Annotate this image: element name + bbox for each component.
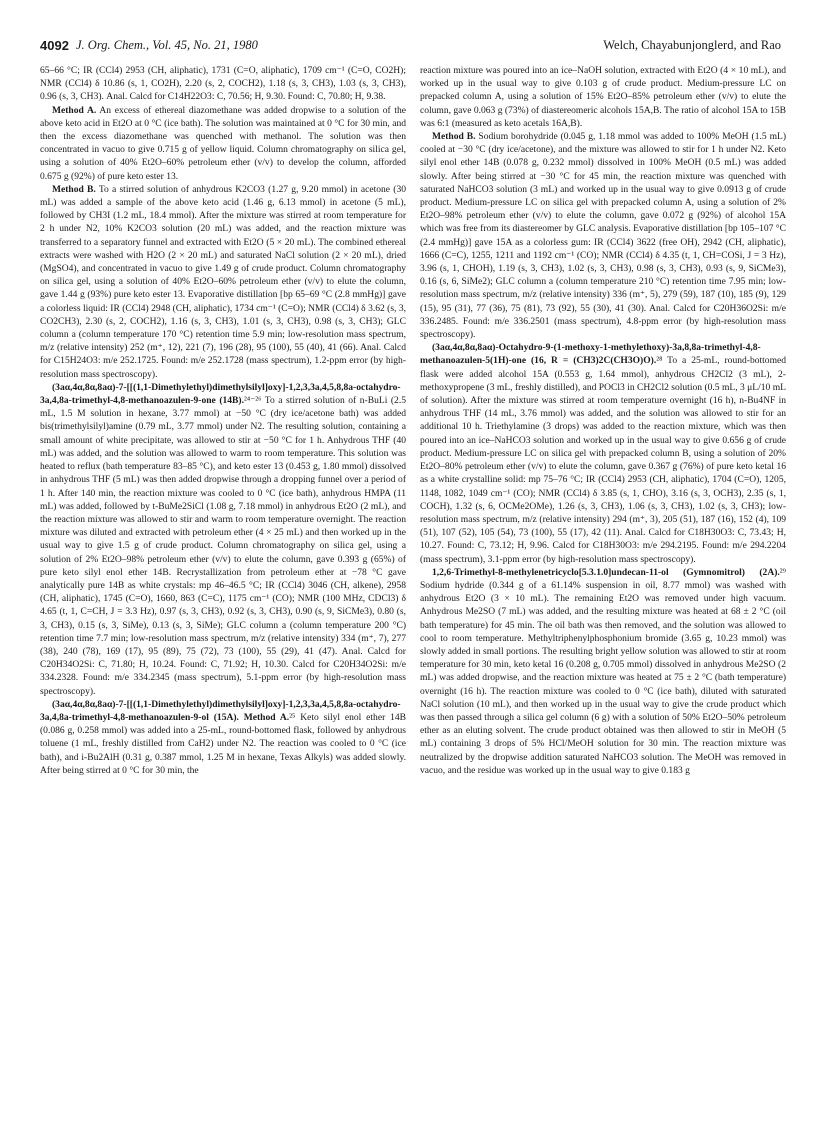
paragraph-lead: (3aα,4α,8α,8aα)-7-[[(1,1-Dimethylethyl)dimethylsilyl]oxy]-1,2,3,3a,4,5,8,8a-octahydro-3a,4,8a-trimethyl-4,8-methanoazulen-9-ol (15A). Method A. xyxy=(40,698,401,723)
paragraph xyxy=(40,104,406,183)
paragraph-lead: (3aα,4α,8α,8aα)-Octahydro-9-(1-methoxy-1-methylethoxy)-3a,8,8a-trimethyl-4,8-methanoazulen-5(1H)-one (16, R = (CH3)2C(CH3O)O). xyxy=(420,342,761,367)
left-column xyxy=(40,64,406,1124)
paragraph xyxy=(420,64,786,130)
paragraph-lead: (3aα,4α,8α,8aα)-7-[[(1,1-Dimethylethyl)dimethylsilyl]oxy]-1,2,3,3a,4,5,8,8a-octahydro-3a,4,8a-trimethyl-4,8-methanoazulen-9-one (14B). xyxy=(40,381,401,407)
paragraph-lead: Method B. xyxy=(432,131,476,143)
paragraph-lead: 1,2,6-Trimethyl-8-methylenetricyclo[5.3.1.0]undecan-11-ol (Gymnomitrol) (2A). xyxy=(432,566,780,578)
paragraph-lead: Method B. xyxy=(52,183,96,195)
paragraph xyxy=(420,130,786,341)
paragraph-text: 65–66 °C; IR (CCl4) 2953 (CH, aliphatic), 1731 (C=O, aliphatic), 1709 cm⁻¹ (C=O, CO2H); NMR (CCl4) δ 10.86 (s, 1, CO2H), 2.20 (s, 2, COCH2), 1.18 (s, 3, CH3), 1.03 (s, 3, CH3), 0.96 (s, 3, CH3). Anal. Calcd for C14H22O3: C, 70.56; H, 9.30. Found: C, 70.80; H, 9.38. xyxy=(40,65,406,103)
paragraph-lead: Method A. xyxy=(52,104,97,116)
paragraph-text: reaction mixture was poured into an ice–NaOH solution, extracted with Et2O (4 × 10 mL), and worked up in the usual way to give 0.103 g of crude product. Medium-pressure LC on prepacked column A, using a solution of 15% Et2O–85% petroleum ether (v/v) to elute the column, gave 0.063 g (73%) of diastereomeric alcohols 15A,B. The ratio of alcohol 15A to 15B was 6:1 (measured as keto acetals 16A,B). xyxy=(420,65,786,129)
page-header xyxy=(40,38,781,58)
paragraph xyxy=(40,64,406,104)
journal-citation: J. Org. Chem., Vol. 45, No. 21, 1980 xyxy=(76,38,258,52)
paragraph xyxy=(420,341,786,565)
page-number: 4092 xyxy=(40,38,69,53)
paragraph-text: Sodium borohydride (0.045 g, 1.18 mmol was added to 100% MeOH (1.5 mL) cooled at −30 °C (dry ice/acetone), and the mixture was allowed to stir for 1 h under N2. Keto silyl enol ether 14B (0.078 g, 0.232 mmol) dissolved in 100% MeOH (0.5 mL) was added slowly. After being stirred at −30 °C for 45 min, the reaction mixture was quenched with saturated NaHCO3 solution (3 mL) and worked up in the usual way to give 0.0913 g of crude product. Medium-pressure LC on silica gel with prepacked column A, using a solution of 2% Et2O–98% petroleum ether (v/v) to elute the column, gave 0.072 g (92%) of alcohol 15A which was free from its diastereomer by GLC analysis. Evaporative distillation [bp 105–107 °C (2.4 mmHg)] gave 15A as a colorless gum: IR (CCl4) 3622 (free OH), 2942 (CH, aliphatic), 1666 (C=C), 1255, 1211 and 1192 cm⁻¹ (CO); NMR (CCl4) δ 4.35 (t, 1, CH=COSi, J = 3 Hz), 3.96 (s, 1, CHOH), 1.19 (s, 3, CH3), 1.02 (s, 3, CH3), 0.98 (s, 3, CH3), 0.93 (s, 9, SiCMe3), 0.16 (s, 6, SiMe2); GLC column a (column temperature 210 °C) retention time 7.95 min; low-resolution mass spectrum, m/z (relative intensity) 336 (m⁺, 5), 279 (59), 187 (10), 185 (9), 129 (15), 95 (31), 77 (36), 75 (81), 73 (92), 55 (30), 41 (30). Anal. Calcd for C20H36O2Si: m/e 336.2485. Found: m/e 336.2501 (mass spectrum), 4.8-ppm error (by high-resolution mass spectroscopy). xyxy=(420,131,786,341)
paragraph-text: ²⁹ Sodium hydride (0.344 g of a 61.14% suspension in oil, 8.77 mmol) was washed with anhydrous Et2O (3 × 10 mL). The remaining Et2O was removed under high vacuum. Anhydrous Me2SO (7 mL) was added, and the resulting mixture was heated at 68 ± 2 °C (oil bath temperature) for 45 min. The oil bath was then removed, and the solution was allowed to cool to room temperature. Methyltriphenylphosphonium bromide (3.65 g, 10.23 mmol) was slowly added in small portions. The resulting bright yellow solution was allowed to stir at room temperature for 30 min, keto ketal 16 (0.208 g, 0.705 mmol) dissolved in anhydrous Me2SO (2 mL) was added dropwise, and the reaction mixture was heated at 75 ± 2 °C (bath temperature) overnight (16 h). The reaction mixture was cooled to 0 °C (ice bath), diluted with saturated NaCl solution (10 mL), and then worked up in the usual way to give the crude product which was then passed through a silica gel column (6 g) with a solution of 50% Et2O–50% petroleum ether as an eluting solvent. The crude product obtained was then allowed to stir in MeOH (5 mL) containing 3 drops of 5% HCl/MeOH solution for 30 min. The reaction mixture was neutralized by the dropwise addition saturated NaHCO3 solution. The MeOH was removed in vacuo, and the residue was worked up in the usual way to give 0.183 g xyxy=(420,566,786,776)
paragraph-text: An excess of ethereal diazomethane was added dropwise to a solution of the above keto acid in Et2O at 0 °C (ice bath). The solution was maintained at 0 °C for 30 min, and then the excess diazomethane was quenched with methanol. The solution was then concentrated in vacuo to give 0.715 g of yellow liquid. Column chromatography on silica gel, using a solution of 40% Et2O–60% petroleum ether (v/v) to develop the column, afforded 0.675 g (92%) of pure keto ester 13. xyxy=(40,104,406,182)
right-column xyxy=(420,64,786,1124)
paragraph xyxy=(40,698,406,777)
paragraph-text: ²⁸ To a 25-mL, round-bottomed flask were added alcohol 15A (0.553 g, 1.64 mmol), anhydrous CH2Cl2 (3 mL), 2-methoxypropene (3 mL, freshly distilled), and POCl3 in CH2Cl2 solution (0.5 mL, 3 μL/10 mL of solution). After the mixture was stirred at room temperature overnight (16 h), n-Bu4NF in anhydrous THF (14 mL, 3.76 mmol) was added, and the solution was allowed to stir for an additional 10 h. Triethylamine (3 drops) was added to the reaction mixture, which was then poured into an ice–NaHCO3 solution and worked up in the usual way to give 0.656 g of crude product. Medium-pressure LC on silica gel with prepacked column B, using a solution of 20% Et2O–80% petroleum ether (v/v) to elute the column, gave 0.367 g (76%) of pure keto ketal 16 as a white crystalline solid: mp 75–76 °C; IR (CCl4) 2953 (CH, aliphatic), 1704 (C=O), 1205, 1148, 1082, 1049 cm⁻¹ (CO); NMR (CCl4) δ 3.85 (s, 1, CHO), 3.16 (s, 3, OCH3), 2.35 (s, 1, COCH), 1.32 (s, 6, OCMe2OMe), 1.26 (s, 3, CH3), 1.06 (s, 3, CH3), 1.02 (s, 3, CH3); low-resolution mass spectrum, m/z (relative intensity) 294 (m⁺, 3), 205 (51), 187 (16), 152 (4), 109 (51), 107 (52), 105 (54), 73 (100), 55 (17), 42 (11). Anal. Calcd for C18H30O3: C, 73.43; H, 10.27. Found: C, 73.12; H, 9.96. Calcd for C18H30O3: m/e 294.2195. Found: m/e 294.2204 (mass spectrum), 3.1-ppm error (by high-resolution mass spectroscopy). xyxy=(420,355,786,565)
paragraph-text: ²⁴⁻²⁶ To a stirred solution of n-BuLi (2.5 mL, 1.5 M solution in hexane, 3.77 mmol) at −50 °C (dry ice/acetone bath) was added bis(trimethylsilyl)amine (0.79 mL, 3.77 mmol) under N2. The resulting solution, containing a small amount of white precipitate, was allowed to stir at −50 °C for 1 h. Anhydrous THF (40 mL) was added, and the solution was allowed to warm to room temperature. This solution was heated to reflux (bath temperature 83–85 °C), and keto ester 13 (0.453 g, 1.80 mmol) dissolved in anhydrous THF (5 mL) was then added dropwise through a dropping funnel over a period of 1 h. After 140 min, the reaction mixture was cooled to 0 °C (ice bath), anhydrous HMPA (11 mL) was added, followed by t-BuMe2SiCl (1.08 g, 7.18 mmol) in anhydrous Et2O (2 mL), and the reaction mixture was allowed to stir and warm to room temperature overnight. The reaction mixture was diluted and extracted with petroleum ether (4 × 25 mL) and then worked up in the usual way to give 1.5 g of crude product. Column chromatography on silica gel, using a solution of 2% Et2O–98% petroleum ether (v/v) to elute the column, gave 0.393 g (65%) of pure keto silyl enol ether 14B. Recrystallization from petroleum ether at −78 °C gave analytically pure 14B as white crystals: mp 46–46.5 °C; IR (CCl4) 3046 (CH, alkene), 2958 (CH, aliphatic), 1745 (C=O), 1660, 863 (C=C), 1175 cm⁻¹ (CO); NMR (100 MHz, CDCl3) δ 4.65 (t, 1, C=CH, J = 3.3 Hz), 0.97 (s, 3, CH3), 0.92 (s, 3, CH3), 0.90 (s, 9, SiCMe3), 0.80 (s, 3, CH3), 0.15 (s, 3, SiMe), 0.13 (s, 3, SiMe); GLC column a (column temperature 200 °C) retention time 7.7 min; low-resolution mass spectrum, m/z (relative intensity) 334 (m⁺, 7), 277 (38), 240 (78), 169 (17), 95 (89), 75 (72), 73 (100), 55 (29), 41 (47). Anal. Calcd for C20H34O2Si: C, 71.80; H, 10.24. Found: C, 71.92; H, 10.30. Calcd for C20H34O2Si: m/e 334.2328. Found: m/e 334.2345 (mass spectrum), 5.1-ppm error (by high-resolution mass spectroscopy). xyxy=(40,395,406,697)
paragraph xyxy=(40,381,406,698)
paragraph xyxy=(40,183,406,381)
paragraph-text: ²⁵ Keto silyl enol ether 14B (0.086 g, 0.258 mmol) was added into a 25-mL, round-bottomed flask, followed by anhydrous toluene (1 mL, freshly distilled from CaH2) under N2. The reaction was cooled to 0 °C (ice bath), and i-Bu2AlH (0.31 g, 0.387 mmol, 1.25 M in hexane, Texas Alkyls) was added slowly. After being stirred at 0 °C for 30 min, the xyxy=(40,711,406,776)
running-authors: Welch, Chayabunjonglerd, and Rao xyxy=(603,38,781,52)
paragraph-text: To a stirred solution of anhydrous K2CO3 (1.27 g, 9.20 mmol) in acetone (30 mL) was added a sample of the above keto acid (1.46 g, 6.13 mmol) in acetone (5 mL), followed by CH3I (1.2 mL, 18.4 mmol). After the mixture was stirred at room temperature for 2 h under N2, 10% K2CO3 solution (20 mL) was added, and the reaction mixture was transferred to a separatory funnel and extracted with Et2O (5 × 20 mL). The combined ethereal extracts were washed with H2O (2 × 20 mL) and saturated NaCl solution (2 × 20 mL), dried (MgSO4), and concentrated in vacuo to give 1.49 g of crude product. Column chromatography on silica gel, using a solution of 40% Et2O–60% petroleum ether (v/v) to elute the column, gave 1.44 g (93%) pure keto ester 13. Evaporative distillation [bp 65–69 °C (2.8 mmHg)] gave a colorless liquid: IR (CCl4) 2948 (CH, aliphatic), 1734 cm⁻¹ (C=O); NMR (CCl4) δ 3.62 (s, 3, CO2CH3), 2.30 (s, 2, COCH2), 1.16 (s, 3, CH3), 1.01 (s, 3, CH3), 0.98 (s, 3, CH3); GLC column a (column temperature 170 °C) retention time 5.9 min; low-resolution mass spectrum, m/z (relative intensity) 252 (m⁺, 12), 221 (7), 196 (28), 95 (100), 55 (40), 41 (66). Anal. Calcd for C15H24O3: m/e 252.1725. Found: m/e 252.1728 (mass spectrum), 1.2-ppm error (by high-resolution mass spectroscopy). xyxy=(40,183,406,380)
paragraph xyxy=(420,566,786,777)
